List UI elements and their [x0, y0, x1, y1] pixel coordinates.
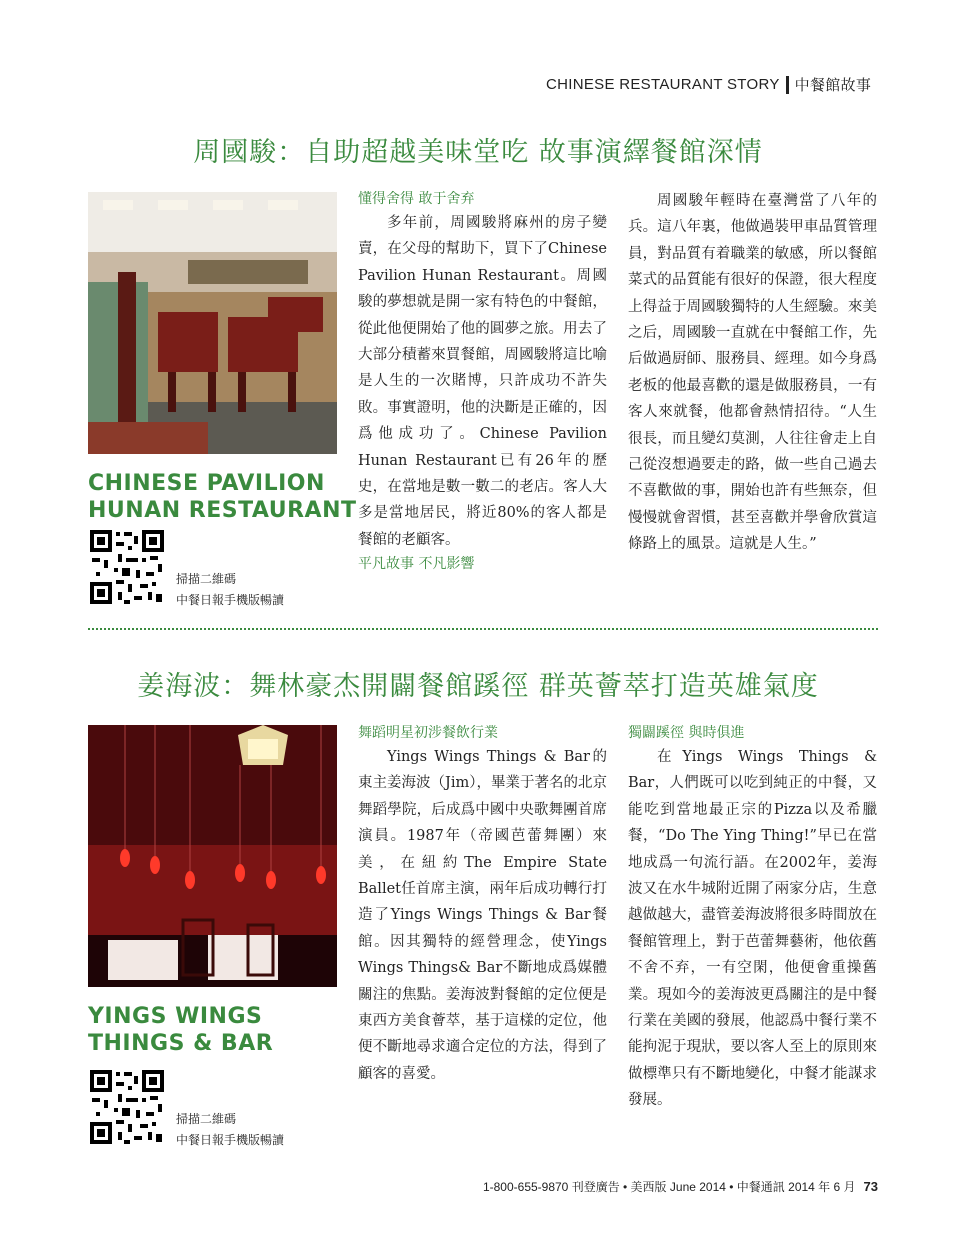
story2-column-1 — [358, 722, 607, 1087]
qr-caption-line1: 掃描二維碼 — [176, 572, 237, 586]
story2-restaurant-name-line1: YINGS WINGS — [88, 1004, 263, 1029]
story1-col1-text: 多年前，周國駿將麻州的房子變賣，在父母的幫助下，買下了Chinese Pavilion Hunan Restaurant。周國駿的夢想就是開一家有特色的中餐館，從此他便開始了他的圓夢之旅。用去了大部分積蓄來買餐館，周國駿將這比喻是人生的一次賭博，只許成功不許失敗。事實證明，他的決斷是正確的，因爲他成功了。Chinese Pavilion Hunan Restaurant已有26年的歷史，在當地是數一數二的老店。客人大多是當地居民，將近80%的客人都是餐館的老顧客。 — [358, 215, 607, 548]
story2-photo — [88, 725, 337, 987]
story1-col1-subhead2: 平凡故事 不凡影響 — [358, 556, 475, 573]
story1-qr-caption — [176, 569, 284, 611]
story-divider — [88, 628, 878, 630]
story2-col2-subhead: 獨闢蹊徑 與時俱進 — [628, 725, 745, 741]
story1-photo — [88, 192, 337, 454]
story2-col2-text: 在Yings Wings Things & Bar，人們既可以吃到純正的中餐，又能吃到當地最正宗的Pizza以及希臘餐，“Do The Ying Thing!”早已在當地成爲一句流行語。在2002年，姜海波又在水牛城附近開了兩家分店，生意越做越大，盡管姜海波將很多時間放在餐館管理上，對于芭蕾舞藝術，他依舊不舍不弃，一有空閑，他便會重操舊業。現如今的姜海波更爲關注的是中餐行業在美國的發展，他認爲中餐行業不能拘泥于現狀，要以客人至上的原則來做標準只有不斷地變化，中餐才能謀求發展。 — [628, 749, 877, 1109]
qr-code-icon — [88, 528, 166, 606]
story1-restaurant-name-line1: CHINESE PAVILION — [88, 471, 325, 496]
section-label — [546, 74, 871, 95]
story1-column-2 — [628, 188, 877, 558]
section-label-en: CHINESE RESTAURANT STORY — [546, 76, 780, 93]
qr-code-icon — [88, 1068, 166, 1146]
story1-column-1 — [358, 188, 607, 575]
story1-restaurant-name-line2: HUNAN RESTAURANT — [88, 498, 357, 523]
story2-title: 姜海波：舞林豪杰開闢餐館蹊徑 群英薈萃打造英雄氣度 — [137, 671, 819, 702]
page-footer — [0, 1178, 878, 1195]
story2-restaurant-name-line2: THINGS & BAR — [88, 1031, 274, 1056]
qr-caption-line1: 掃描二維碼 — [176, 1112, 237, 1126]
footer-text: 1-800-655-9870 刊登廣告 • 美西版 June 2014 • 中餐通訊 2014 年 6 月 — [482, 1180, 856, 1194]
story1-col1-subhead: 懂得舍得 敢于舍弃 — [358, 191, 475, 207]
section-divider-bar — [786, 76, 789, 94]
page-number: 73 — [863, 1179, 878, 1194]
story2-restaurant-name — [88, 1003, 273, 1057]
qr-caption-line2: 中餐日報手機版暢讀 — [176, 593, 285, 607]
qr-caption-line2: 中餐日報手機版暢讀 — [176, 1133, 285, 1147]
story2-column-2 — [628, 722, 877, 1114]
story2-col1-subhead: 舞蹈明星初涉餐飲行業 — [358, 725, 498, 741]
section-label-zh: 中餐館故事 — [794, 76, 872, 94]
story1-title: 周國駿：自助超越美味堂吃 故事演繹餐館深情 — [193, 137, 763, 168]
story2-qr-caption — [176, 1109, 284, 1151]
story1-col2-text: 周國駿年輕時在臺灣當了八年的兵。這八年裏，他做過裝甲車品質管理員，對品質有着職業的敏感，所以餐館菜式的品質能有很好的保證，很大程度上得益于周國駿獨特的人生經驗。來美之后，周國駿一直就在中餐館工作，先后做過厨師、服務員、經理。如今身爲老板的他最喜歡的還是做服務員，一有客人來就餐，他都會熱情招待。“人生很長，而且變幻莫測，人往往會走上自己從沒想過要走的路，做一些自己過去不喜歡做的事，開始也許有些無奈，但慢慢就會習慣，甚至喜歡并學會欣賞這條路上的風景。這就是人生。” — [628, 193, 877, 553]
story2-col1-text: Yings Wings Things & Bar的東主姜海波（Jim），畢業于著名的北京舞蹈學院，后成爲中國中央歌舞團首席演員。1987年（帝國芭蕾舞團）來美，在紐約The Empire State Ballet任首席主演，兩年后成功轉行打造了Yings Wings Things & Bar餐館。因其獨特的經營理念，使Yings Wings Things& Bar不斷地成爲媒體關注的焦點。姜海波對餐館的定位便是東西方美食薈萃，基于這樣的定位，他便不斷地尋求適合定位的方法，得到了顧客的喜愛。 — [358, 749, 607, 1082]
story1-restaurant-name — [88, 470, 357, 524]
